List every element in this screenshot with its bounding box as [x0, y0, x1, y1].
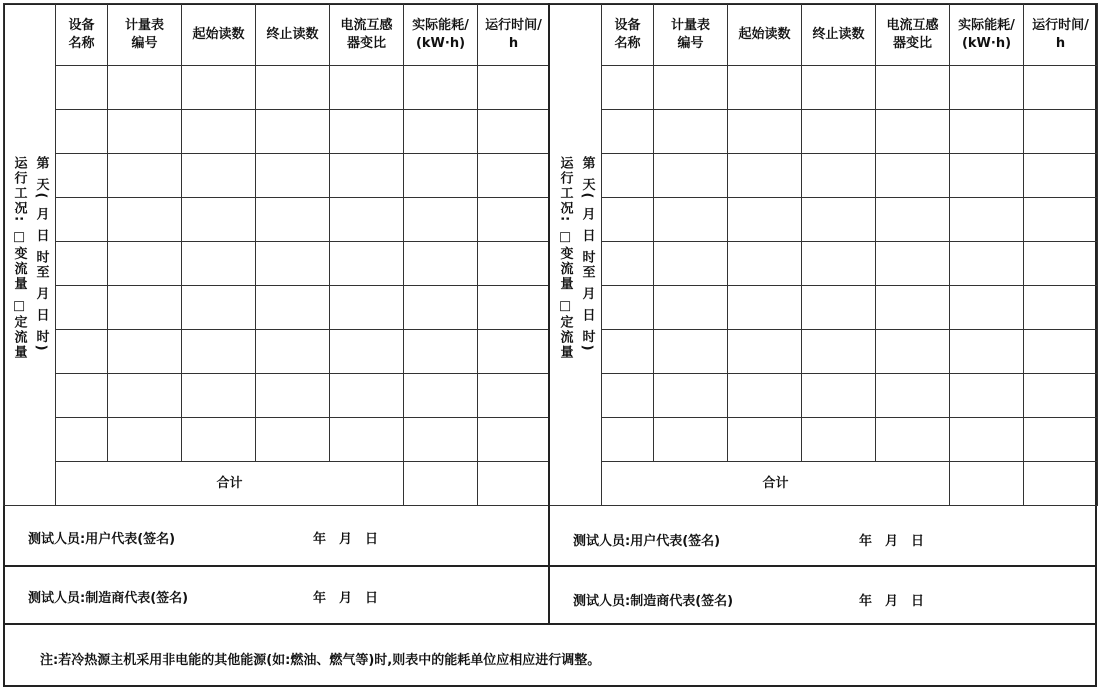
tester-user-label-left: 测试人员:用户代表(签名) [28, 532, 176, 547]
footnote: 注:若冷热源主机采用非电能的其他能源(如:燃油、燃气等)时,则表中的能耗单位应相应进行调整。 [40, 653, 601, 668]
table-row [550, 66, 1098, 110]
table-row [4, 286, 550, 330]
header-ct-ratio: 电流互感 器变比 [876, 4, 950, 66]
total-time-cell[interactable] [478, 462, 550, 506]
panel-divider [548, 3, 550, 624]
date-label-maker-right: 年 月 日 [859, 594, 925, 609]
date-label-user-right: 年 月 日 [859, 534, 925, 549]
signature-divider [3, 565, 1097, 567]
table-row [4, 418, 550, 462]
table-row [550, 286, 1098, 330]
total-row [550, 462, 1098, 506]
date-label-user-left: 年 月 日 [313, 532, 379, 547]
header-energy: 实际能耗/ (kW·h) [950, 4, 1024, 66]
day-period-label: 第 天( 月 日 时至 月 日 时) [33, 156, 49, 353]
total-label: 合计 [602, 462, 950, 506]
header-end-reading: 终止读数 [802, 4, 876, 66]
table-row [550, 154, 1098, 198]
header-start-reading: 起始读数 [728, 4, 802, 66]
header-end-reading: 终止读数 [256, 4, 330, 66]
header-energy: 实际能耗/ (kW·h) [404, 4, 478, 66]
total-energy-cell[interactable] [404, 462, 478, 506]
total-energy-cell[interactable] [950, 462, 1024, 506]
table-row [550, 418, 1098, 462]
condition-options-label: 运行工况: □变流量 □定流量 [11, 156, 27, 361]
table-row [550, 242, 1098, 286]
table-row [4, 374, 550, 418]
table-row [4, 154, 550, 198]
header-meter-number: 计量表 编号 [654, 4, 728, 66]
reading-table-right [549, 3, 1098, 506]
operating-condition-label [4, 4, 56, 506]
header-equipment-name: 设备 名称 [602, 4, 654, 66]
header-meter-number: 计量表 编号 [108, 4, 182, 66]
table-row [4, 330, 550, 374]
table-row [550, 198, 1098, 242]
date-label-maker-left: 年 月 日 [313, 591, 379, 606]
tester-user-label-right: 测试人员:用户代表(签名) [573, 534, 721, 549]
note-divider [3, 623, 1097, 625]
total-row [4, 462, 550, 506]
operating-condition-label [550, 4, 602, 506]
day-period-label: 第 天( 月 日 时至 月 日 时) [579, 156, 595, 353]
tester-maker-label-right: 测试人员:制造商代表(签名) [573, 594, 734, 609]
reading-table-left [3, 3, 550, 506]
table-row [550, 374, 1098, 418]
table-row [4, 110, 550, 154]
table-row [4, 198, 550, 242]
header-ct-ratio: 电流互感 器变比 [330, 4, 404, 66]
total-time-cell[interactable] [1024, 462, 1098, 506]
table-row [550, 110, 1098, 154]
table-row [550, 330, 1098, 374]
total-label: 合计 [56, 462, 404, 506]
header-equipment-name: 设备 名称 [56, 4, 108, 66]
header-start-reading: 起始读数 [182, 4, 256, 66]
header-run-time: 运行时间/ h [1024, 4, 1098, 66]
table-row [4, 66, 550, 110]
tester-maker-label-left: 测试人员:制造商代表(签名) [28, 591, 189, 606]
condition-options-label: 运行工况: □变流量 □定流量 [557, 156, 573, 361]
table-row [4, 242, 550, 286]
header-run-time: 运行时间/ h [478, 4, 550, 66]
